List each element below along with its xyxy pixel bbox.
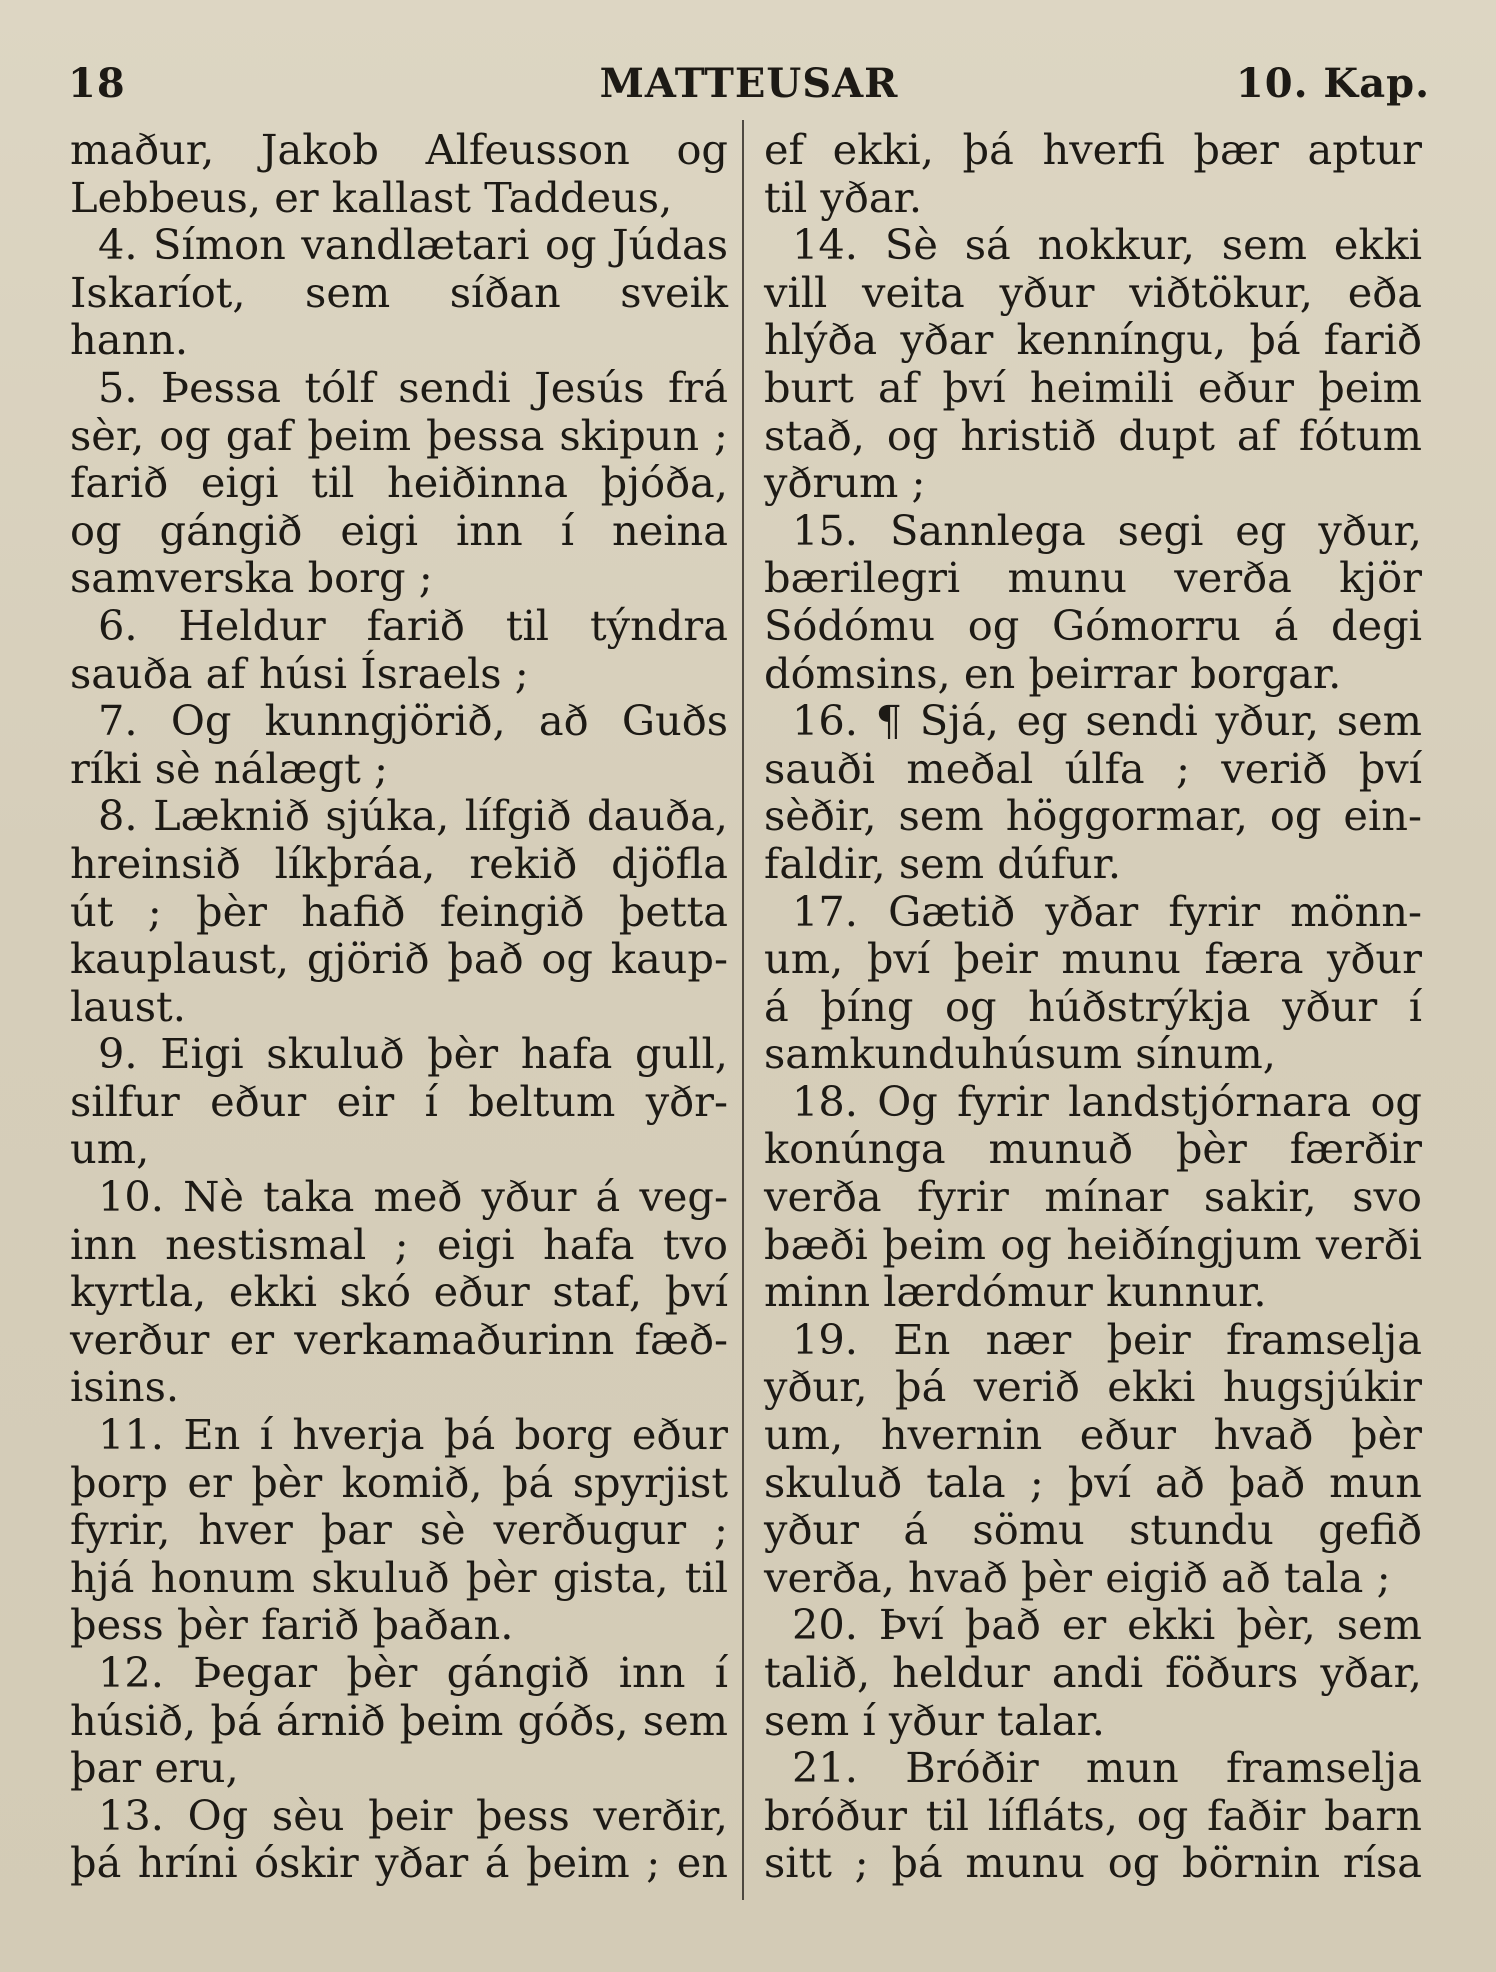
text-line: og gángið eigi inn í neina xyxy=(70,505,728,555)
text-line: minn lærdómur kunnur. xyxy=(764,1267,1267,1317)
text-line: isins. xyxy=(70,1362,180,1412)
text-line: yður á sömu stundu gefið xyxy=(764,1505,1422,1555)
text-line: 8. Læknið sjúka, lífgið dauða, xyxy=(98,791,728,841)
text-line: verða fyrir mínar sakir, svo xyxy=(764,1172,1422,1222)
text-line: 20. Því það er ekki þèr, sem xyxy=(792,1600,1422,1650)
text-line: þorp er þèr komið, þá spyrjist xyxy=(70,1457,728,1507)
text-line: maður, Jakob Alfeusson og xyxy=(70,125,728,174)
text-line: húsið, þá árnið þeim góðs, sem xyxy=(70,1695,728,1745)
text-line: kyrtla, ekki skó eður staf, því xyxy=(70,1267,728,1317)
text-line: um, því þeir munu færa yður xyxy=(764,934,1422,984)
text-line: farið eigi til heiðinna þjóða, xyxy=(70,458,728,508)
text-line: dómsins, en þeirrar borgar. xyxy=(764,648,1342,698)
text-line: fyrir, hver þar sè verðugur ; xyxy=(70,1505,728,1555)
text-line: ríki sè nálægt ; xyxy=(70,743,388,793)
text-line: silfur eður eir í beltum yðr- xyxy=(70,1076,728,1126)
text-line: út ; þèr hafið feingið þetta xyxy=(70,886,728,936)
text-line: Iskaríot, sem síðan sveik xyxy=(70,267,728,317)
text-line: 4. Símon vandlætari og Júdas xyxy=(98,220,728,270)
text-line: 6. Heldur farið til týndra xyxy=(98,600,728,650)
text-line: sitt ; þá munu og börnin rísa xyxy=(764,1838,1422,1888)
text-line: þar eru, xyxy=(70,1743,239,1793)
text-line: sèðir, sem höggormar, og ein- xyxy=(764,791,1422,841)
text-line: yður, þá verið ekki hugsjúkir xyxy=(764,1362,1422,1412)
text-line: bæði þeim og heiðíngjum verði xyxy=(764,1219,1422,1269)
text-line: á þíng og húðstrýkja yður í xyxy=(764,981,1422,1031)
text-line: skuluð tala ; því að það mun xyxy=(764,1457,1422,1507)
text-line: þá hríni óskir yðar á þeim ; en xyxy=(70,1838,728,1888)
text-line: 13. Og sèu þeir þess verðir, xyxy=(98,1790,728,1840)
text-line: faldir, sem dúfur. xyxy=(764,838,1122,888)
text-line: 10. Nè taka með yður á veg- xyxy=(98,1172,728,1222)
text-line: til yðar. xyxy=(764,172,923,222)
text-line: þess þèr farið þaðan. xyxy=(70,1600,514,1650)
text-line: 5. Þessa tólf sendi Jesús frá xyxy=(98,362,728,412)
text-line: verður er verkamaðurinn fæð- xyxy=(70,1314,728,1364)
text-line: 15. Sannlega segi eg yður, xyxy=(792,505,1422,555)
text-line: 12. Þegar þèr gángið inn í xyxy=(98,1648,728,1697)
text-line: inn nestismal ; eigi hafa tvo xyxy=(70,1219,728,1269)
text-line: um, hvernin eður hvað þèr xyxy=(764,1410,1422,1460)
text-line: 21. Bróðir mun framselja xyxy=(792,1743,1422,1793)
text-line: stað, og hristið dupt af fótum xyxy=(764,410,1422,460)
text-line: Sódómu og Gómorru á degi xyxy=(764,600,1422,650)
text-line: ef ekki, þá hverfi þær aptur xyxy=(764,125,1422,174)
page-number: 18 xyxy=(68,60,126,107)
text-line: Lebbeus, er kallast Taddeus, xyxy=(70,172,673,222)
chapter-label: 10. Kap. xyxy=(1235,60,1430,107)
right-column xyxy=(764,126,1422,1887)
text-line: bærilegri munu verða kjör xyxy=(764,553,1422,603)
text-line: hjá honum skuluð þèr gista, til xyxy=(70,1552,728,1602)
text-line: sauði meðal úlfa ; verið því xyxy=(764,743,1422,793)
text-line: kauplaust, gjörið það og kaup- xyxy=(70,934,728,984)
text-line: um, xyxy=(70,1124,150,1174)
page-header xyxy=(68,60,1430,120)
text-line: talið, heldur andi föðurs yðar, xyxy=(764,1648,1422,1697)
text-line: 19. En nær þeir framselja xyxy=(792,1314,1422,1364)
text-line: 16. ¶ Sjá, eg sendi yður, sem xyxy=(792,696,1422,746)
text-line: verða, hvað þèr eigið að tala ; xyxy=(764,1552,1391,1602)
text-line: vill veita yður viðtökur, eða xyxy=(764,267,1422,317)
text-line: konúnga munuð þèr færðir xyxy=(764,1124,1422,1174)
text-line: 17. Gætið yðar fyrir mönn- xyxy=(792,886,1422,936)
running-title: MATTEUSAR xyxy=(599,60,899,107)
text-line: yðrum ; xyxy=(764,458,926,508)
text-line: hlýða yðar kenníngu, þá farið xyxy=(764,315,1422,365)
left-column xyxy=(70,126,728,1887)
text-line: 7. Og kunngjörið, að Guðs xyxy=(98,696,728,746)
text-line: 14. Sè sá nokkur, sem ekki xyxy=(792,220,1422,270)
text-line: burt af því heimili eður þeim xyxy=(764,362,1422,412)
text-line: bróður til lífláts, og faðir barn xyxy=(764,1790,1422,1840)
text-line: samverska borg ; xyxy=(70,553,433,603)
text-line: samkunduhúsum sínum, xyxy=(764,1029,1276,1079)
column-divider xyxy=(742,120,744,1900)
text-line: 11. En í hverja þá borg eður xyxy=(98,1410,728,1460)
text-line: 9. Eigi skuluð þèr hafa gull, xyxy=(98,1029,728,1079)
text-line: hann. xyxy=(70,315,189,365)
text-line: hreinsið líkþráa, rekið djöfla xyxy=(70,838,728,888)
text-line: laust. xyxy=(70,981,186,1031)
text-line: sèr, og gaf þeim þessa skipun ; xyxy=(70,410,728,460)
text-line: 18. Og fyrir landstjórnara og xyxy=(792,1076,1422,1126)
text-line: sauða af húsi Ísraels ; xyxy=(70,648,529,698)
text-line: sem í yður talar. xyxy=(764,1695,1105,1745)
